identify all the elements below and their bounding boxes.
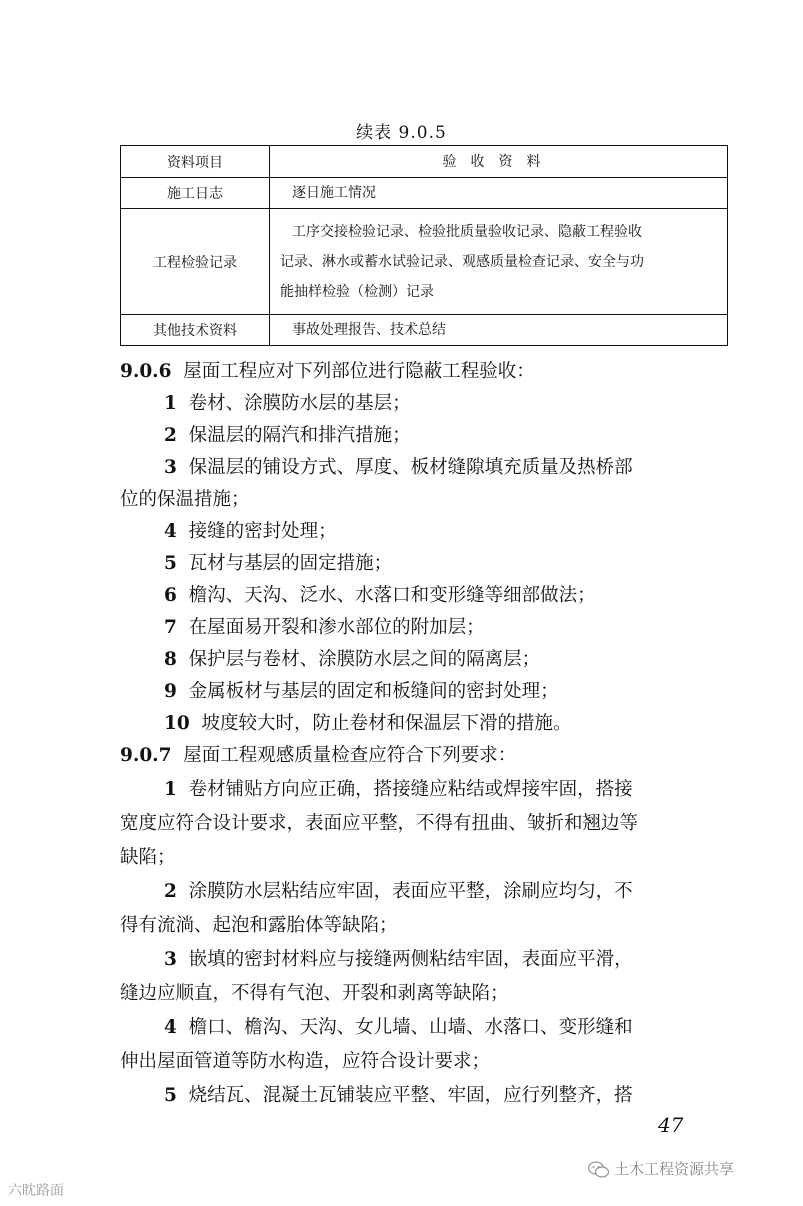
watermark-left	[8, 1180, 64, 1200]
item-number: 1	[164, 393, 177, 414]
item-text: 保护层与卷材、涂膜防水层之间的隔离层；	[188, 649, 541, 670]
wechat-icon	[588, 1161, 610, 1179]
item-text: 卷材铺贴方向应正确，搭接缝应粘结或焊接牢固，搭接	[188, 779, 633, 800]
watermark-right	[588, 1158, 734, 1179]
list-item	[164, 517, 337, 543]
item-number: 4	[164, 1017, 177, 1038]
item-number: 8	[164, 649, 177, 670]
content-line: 记录、淋水或蓄水试验记录、观感质量检查记录、安全与功	[280, 253, 644, 270]
item-text: 在屋面易开裂和渗水部位的附加层；	[188, 617, 485, 638]
row-content-cell	[270, 315, 728, 346]
item-text: 嵌填的密封材料应与接缝两侧粘结牢固，表面应平滑，	[188, 949, 633, 970]
item-number: 2	[164, 425, 177, 446]
item-number: 1	[164, 779, 177, 800]
content-line: 事故处理报告、技术总结	[292, 322, 446, 338]
item-number: 9	[164, 681, 177, 702]
section-title: 屋面工程应对下列部位进行隐蔽工程验收：	[183, 361, 535, 382]
list-item	[164, 945, 633, 971]
row-item-cell: 工程检验记录	[121, 209, 270, 315]
item-text: 卷材、涂膜防水层的基层；	[188, 393, 411, 414]
section-title: 屋面工程观感质量检查应符合下列要求：	[183, 745, 517, 766]
item-text: 坡度较大时，防止卷材和保温层下滑的措施。	[201, 713, 572, 734]
list-item	[164, 709, 572, 735]
section-number: 9.0.7	[120, 745, 172, 766]
list-item	[164, 775, 633, 801]
table-caption: 续表 9.0.5	[356, 123, 447, 143]
header-item-cell: 资料项目	[121, 146, 270, 178]
item-number: 5	[164, 553, 177, 574]
content-line: 逐日施工情况	[292, 185, 376, 201]
list-item-continuation: 得有流淌、起泡和露胎体等缺陷；	[120, 915, 398, 936]
list-item	[164, 549, 392, 575]
list-item	[164, 645, 540, 671]
section-heading	[120, 741, 516, 767]
item-text: 烧结瓦、混凝土瓦铺装应平整、牢固，应行列整齐，搭	[188, 1085, 633, 1106]
item-text: 檐口、檐沟、天沟、女儿墙、山墙、水落口、变形缝和	[188, 1017, 633, 1038]
acceptance-records-table	[120, 145, 728, 346]
list-item-continuation: 宽度应符合设计要求，表面应平整，不得有扭曲、皱折和翘边等	[120, 813, 639, 834]
list-item	[164, 581, 596, 607]
watermark-left-text: 六眈路面	[8, 1183, 64, 1199]
table-header-row	[121, 146, 728, 178]
row-content-cell	[270, 209, 728, 315]
item-number: 3	[164, 949, 177, 970]
table-row	[121, 315, 728, 346]
list-item	[164, 677, 559, 703]
content-line: 工序交接检验记录、检验批质量验收记录、隐蔽工程验收	[292, 223, 642, 240]
item-text: 保温层的铺设方式、厚度、板材缝隙填充质量及热桥部	[188, 457, 633, 478]
item-text: 保温层的隔汽和排汽措施；	[188, 425, 411, 446]
header-content-cell: 验收资料	[270, 146, 728, 178]
list-item-continuation: 缝边应顺直，不得有气泡、开裂和剥离等缺陷；	[120, 983, 509, 1004]
section-heading	[120, 357, 535, 383]
section-number: 9.0.6	[120, 361, 172, 382]
list-item	[164, 613, 485, 639]
row-content-cell	[270, 178, 728, 209]
item-text: 金属板材与基层的固定和板缝间的密封处理；	[188, 681, 559, 702]
row-item-cell: 其他技术资料	[121, 315, 270, 346]
item-number: 3	[164, 457, 177, 478]
list-item-continuation: 伸出屋面管道等防水构造，应符合设计要求；	[120, 1051, 491, 1072]
page-number: 47	[658, 1113, 684, 1137]
list-item-continuation: 缺陷；	[120, 847, 176, 868]
item-text: 瓦材与基层的固定措施；	[188, 553, 393, 574]
list-item	[164, 1081, 633, 1107]
watermark-right-text: 土木工程资源共享	[614, 1160, 735, 1178]
list-item	[164, 421, 411, 447]
table-row	[121, 209, 728, 315]
item-text: 檐沟、天沟、泛水、水落口和变形缝等细部做法；	[188, 585, 596, 606]
list-item	[164, 1013, 633, 1039]
list-item	[164, 453, 633, 479]
item-text: 接缝的密封处理；	[188, 521, 337, 542]
list-item	[164, 877, 633, 903]
item-text: 涂膜防水层粘结应牢固，表面应平整，涂刷应均匀，不	[188, 881, 633, 902]
item-number: 5	[164, 1085, 177, 1106]
row-item-cell: 施工日志	[121, 178, 270, 209]
list-item	[164, 389, 411, 415]
list-item-continuation: 位的保温措施；	[120, 489, 250, 510]
item-number: 10	[164, 713, 190, 734]
item-number: 7	[164, 617, 177, 638]
item-number: 2	[164, 881, 177, 902]
item-number: 6	[164, 585, 177, 606]
content-line: 能抽样检验（检测）记录	[280, 283, 434, 300]
table-row	[121, 178, 728, 209]
item-number: 4	[164, 521, 177, 542]
